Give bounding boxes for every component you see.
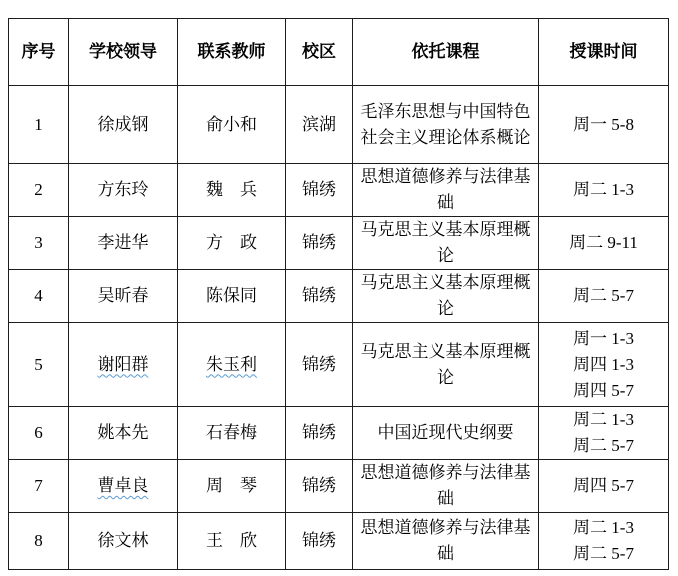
cell-campus: 锦绣 xyxy=(286,407,353,460)
cell-contact-teacher: 方 政 xyxy=(178,217,286,270)
cell-index: 5 xyxy=(9,323,69,407)
cell-contact-teacher: 魏 兵 xyxy=(178,164,286,217)
cell-school-leader: 姚本先 xyxy=(69,407,178,460)
teaching-time-line: 周四 5-7 xyxy=(573,476,634,495)
cell-school-leader-text-spellcheck-underlined: 曹卓良 xyxy=(97,476,149,495)
teaching-time-line: 周一 5-8 xyxy=(573,114,634,134)
teaching-time-line: 周二 5-7 xyxy=(573,436,634,455)
cell-course: 思想道德修养与法律基础 xyxy=(353,164,539,217)
cell-teaching-time xyxy=(539,407,669,460)
cell-index: 8 xyxy=(9,513,69,570)
teaching-time-line: 周二 5-7 xyxy=(573,286,634,305)
cell-course: 马克思主义基本原理概论 xyxy=(353,323,539,407)
cell-contact-teacher-text-spellcheck-underlined: 朱玉利 xyxy=(206,354,257,374)
table-row-1 xyxy=(9,86,669,164)
table-body xyxy=(9,86,669,570)
cell-teaching-time xyxy=(539,460,669,513)
teaching-time-line: 周四 1-3 xyxy=(573,354,634,374)
cell-index: 2 xyxy=(9,164,69,217)
column-header-contact-teacher: 联系教师 xyxy=(178,19,286,86)
cell-school-leader: 李进华 xyxy=(69,217,178,270)
cell-school-leader: 徐成钢 xyxy=(69,86,178,164)
cell-teaching-time xyxy=(539,86,669,164)
cell-index: 1 xyxy=(9,86,69,164)
teaching-time-line: 周二 1-3 xyxy=(573,410,634,429)
teaching-time-line: 周二 5-7 xyxy=(573,544,634,563)
cell-contact-teacher: 俞小和 xyxy=(178,86,286,164)
cell-school-leader xyxy=(69,323,178,407)
cell-contact-teacher: 陈保同 xyxy=(178,270,286,323)
teaching-time-line: 周二 9-11 xyxy=(569,233,638,252)
header-row xyxy=(9,19,669,86)
teaching-time-lines xyxy=(573,515,634,567)
cell-index: 7 xyxy=(9,460,69,513)
teaching-time-lines xyxy=(573,283,634,309)
cell-course: 思想道德修养与法律基础 xyxy=(353,460,539,513)
column-header-school-leader: 学校领导 xyxy=(69,19,178,86)
cell-course: 马克思主义基本原理概论 xyxy=(353,217,539,270)
cell-campus: 滨湖 xyxy=(286,86,353,164)
cell-index: 4 xyxy=(9,270,69,323)
teaching-time-lines xyxy=(569,230,638,256)
teaching-time-line: 周二 1-3 xyxy=(573,518,634,537)
teaching-time-lines xyxy=(573,177,634,203)
cell-course: 思想道德修养与法律基础 xyxy=(353,513,539,570)
cell-contact-teacher: 王 欣 xyxy=(178,513,286,570)
teaching-time-lines xyxy=(573,112,634,138)
cell-school-leader: 徐文林 xyxy=(69,513,178,570)
cell-school-leader: 吴昕春 xyxy=(69,270,178,323)
column-header-course: 依托课程 xyxy=(353,19,539,86)
cell-school-leader xyxy=(69,460,178,513)
cell-index: 6 xyxy=(9,407,69,460)
table-row-2 xyxy=(9,164,669,217)
column-header-campus: 校区 xyxy=(286,19,353,86)
cell-campus: 锦绣 xyxy=(286,513,353,570)
cell-campus: 锦绣 xyxy=(286,217,353,270)
cell-teaching-time xyxy=(539,270,669,323)
column-header-teaching-time: 授课时间 xyxy=(539,19,669,86)
cell-campus: 锦绣 xyxy=(286,323,353,407)
cell-campus: 锦绣 xyxy=(286,270,353,323)
cell-teaching-time xyxy=(539,217,669,270)
table-row-7 xyxy=(9,460,669,513)
cell-course: 马克思主义基本原理概论 xyxy=(353,270,539,323)
teaching-time-lines xyxy=(573,407,634,459)
cell-contact-teacher xyxy=(178,323,286,407)
cell-school-leader: 方东玲 xyxy=(69,164,178,217)
table-row-5 xyxy=(9,323,669,407)
cell-campus: 锦绣 xyxy=(286,164,353,217)
table-row-8 xyxy=(9,513,669,570)
cell-course: 中国近现代史纲要 xyxy=(353,407,539,460)
teaching-time-line: 周四 5-7 xyxy=(573,380,634,400)
course-schedule-table xyxy=(8,18,669,570)
cell-teaching-time xyxy=(539,513,669,570)
teaching-time-line: 周二 1-3 xyxy=(573,180,634,199)
column-header-index: 序号 xyxy=(9,19,69,86)
table-row-4 xyxy=(9,270,669,323)
cell-campus: 锦绣 xyxy=(286,460,353,513)
teaching-time-lines xyxy=(573,473,634,499)
cell-contact-teacher: 周 琴 xyxy=(178,460,286,513)
teaching-time-line: 周一 1-3 xyxy=(573,328,634,348)
cell-teaching-time xyxy=(539,164,669,217)
table-row-3 xyxy=(9,217,669,270)
teaching-time-lines xyxy=(573,326,634,404)
cell-contact-teacher: 石春梅 xyxy=(178,407,286,460)
cell-school-leader-text-spellcheck-underlined: 谢阳群 xyxy=(97,354,149,374)
table-row-6 xyxy=(9,407,669,460)
cell-teaching-time xyxy=(539,323,669,407)
cell-index: 3 xyxy=(9,217,69,270)
cell-course: 毛泽东思想与中国特色社会主义理论体系概论 xyxy=(353,86,539,164)
